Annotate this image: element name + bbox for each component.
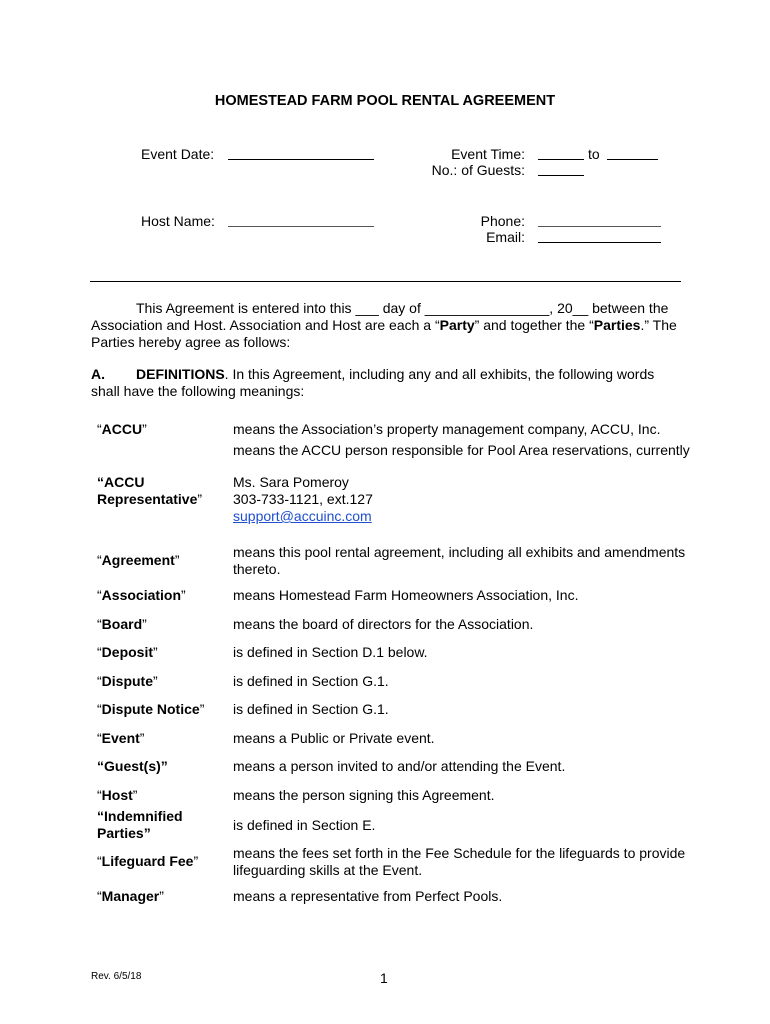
term-lifeguard-fee: “Lifeguard Fee” bbox=[97, 853, 199, 869]
term-manager: “Manager” bbox=[97, 888, 164, 904]
term-dispute: “Dispute” bbox=[97, 673, 158, 689]
rep-name: Ms. Sara Pomeroy bbox=[233, 474, 349, 490]
term-deposit: “Deposit” bbox=[97, 644, 158, 660]
term-agreement: “Agreement” bbox=[97, 552, 180, 568]
def-manager: means a representative from Perfect Pools. bbox=[233, 888, 503, 904]
rep-email-link[interactable]: support@accuinc.com bbox=[233, 508, 372, 524]
def-deposit: is defined in Section D.1 below. bbox=[233, 644, 428, 660]
revision-date: Rev. 6/5/18 bbox=[91, 971, 142, 982]
term-event: “Event” bbox=[97, 730, 145, 746]
intro-line-1: This Agreement is entered into this ___ day of ________________, 20__ between the bbox=[136, 300, 669, 316]
section-a-line-1: DEFINITIONS. In this Agreement, including any and all exhibits, the following words bbox=[136, 366, 655, 382]
def-accu-1: means the Association’s property management company, ACCU, Inc. bbox=[233, 421, 661, 437]
def-event: means a Public or Private event. bbox=[233, 730, 435, 746]
def-lifeguard-1: means the fees set forth in the Fee Schedule for the lifeguards to provide bbox=[233, 845, 686, 861]
def-dispute-notice: is defined in Section G.1. bbox=[233, 701, 389, 717]
def-association: means Homestead Farm Homeowners Association, Inc. bbox=[233, 587, 579, 603]
def-host: means the person signing this Agreement. bbox=[233, 787, 495, 803]
host-name-line bbox=[228, 213, 374, 232]
event-date-label: Event Date: bbox=[141, 146, 215, 162]
rep-phone: 303-733-1121, ext.127 bbox=[233, 491, 373, 507]
term-accu: “ACCU” bbox=[97, 421, 147, 437]
term-accu-representative-2: Representative” bbox=[97, 491, 203, 507]
event-time-label: Event Time: bbox=[451, 146, 525, 162]
def-board: means the board of directors for the Association. bbox=[233, 616, 534, 632]
def-agreement-1: means this pool rental agreement, including all exhibits and amendments bbox=[233, 544, 686, 560]
term-board: “Board” bbox=[97, 616, 147, 632]
document-title: HOMESTEAD FARM POOL RENTAL AGREEMENT bbox=[214, 93, 556, 109]
definitions-heading: DEFINITIONS bbox=[136, 366, 225, 382]
event-time-to: to bbox=[588, 146, 600, 162]
term-association: “Association” bbox=[97, 587, 186, 603]
guests-line bbox=[538, 162, 584, 181]
term-indemnified-2: Parties” bbox=[97, 825, 151, 841]
intro-line-2: Association and Host. Association and Host are each a “Party” and together the “Parties.” The bbox=[91, 317, 677, 333]
term-indemnified-1: “Indemnified bbox=[97, 808, 183, 824]
guests-label: No.: of Guests: bbox=[431, 162, 525, 178]
event-time-end-line bbox=[607, 146, 658, 165]
def-accu-2: means the ACCU person responsible for Pool Area reservations, currently bbox=[233, 442, 690, 458]
phone-label: Phone: bbox=[480, 213, 525, 229]
def-indemnified: is defined in Section E. bbox=[233, 817, 376, 833]
def-agreement-2: thereto. bbox=[233, 561, 281, 577]
term-guests: “Guest(s)” bbox=[97, 758, 168, 774]
email-line bbox=[538, 229, 661, 248]
section-divider bbox=[90, 281, 681, 282]
parties-term: Parties bbox=[593, 317, 641, 333]
def-lifeguard-2: lifeguarding skills at the Event. bbox=[233, 862, 423, 878]
email-label: Email: bbox=[486, 229, 525, 245]
page-number: 1 bbox=[380, 970, 388, 986]
term-host: “Host” bbox=[97, 787, 138, 803]
section-a-letter: A. bbox=[91, 366, 105, 382]
term-dispute-notice: “Dispute Notice” bbox=[97, 701, 205, 717]
party-term: Party bbox=[439, 317, 475, 333]
def-dispute: is defined in Section G.1. bbox=[233, 673, 389, 689]
term-accu-representative-1: “ACCU bbox=[97, 474, 145, 490]
intro-line-3: Parties hereby agree as follows: bbox=[91, 334, 291, 350]
host-name-label: Host Name: bbox=[141, 213, 215, 229]
def-guests: means a person invited to and/or attending the Event. bbox=[233, 758, 566, 774]
section-a-line-2: shall have the following meanings: bbox=[91, 383, 305, 399]
event-date-line bbox=[228, 146, 374, 165]
